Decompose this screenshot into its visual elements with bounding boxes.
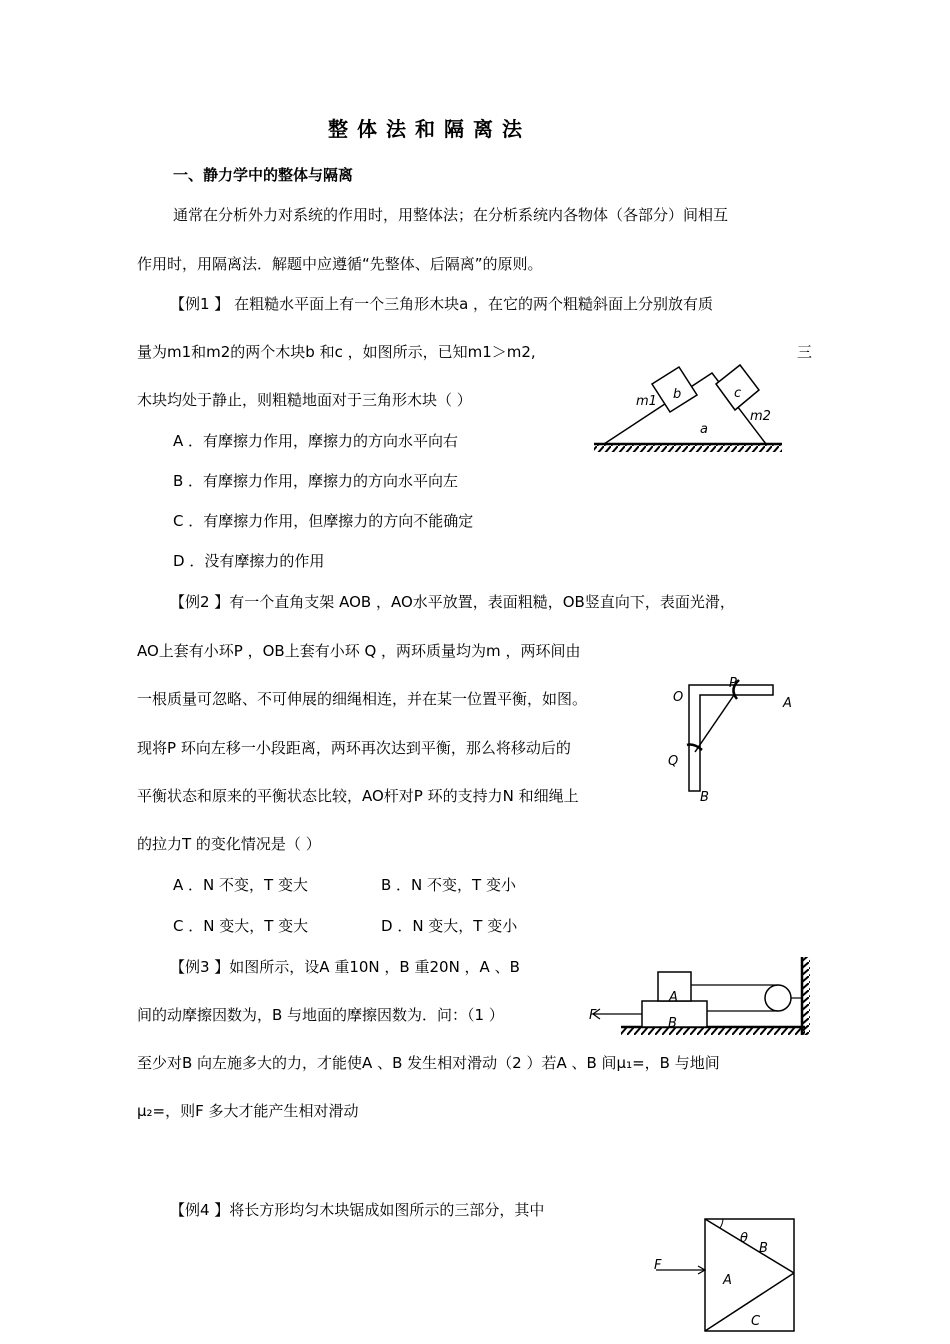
ex1-line-3: 木块均处于静止，则粗糙地面对于三角形木块（ ） — [137, 391, 472, 409]
label-a: A — [723, 1273, 732, 1288]
label-b: B — [668, 1016, 677, 1031]
rectangle-block — [705, 1219, 794, 1331]
label-f: F — [654, 1258, 662, 1273]
ex1-option-d: D ．没有摩擦力的作用 — [173, 552, 325, 570]
ex2-bracket-figure — [665, 675, 800, 810]
ex2-option-d: D ．N 变大，T 变小 — [381, 917, 518, 935]
ex4-line-1: 【例4 】将长方形均匀木块锯成如图所示的三部分，其中 — [170, 1201, 545, 1219]
label-a: A — [783, 696, 792, 711]
ex3-line-4: μ₂=，则F 多大才能产生相对滑动 — [137, 1102, 359, 1120]
rope — [695, 695, 734, 752]
page-title: 整体法和隔离法 — [328, 117, 531, 141]
pulley — [765, 985, 791, 1011]
ex3-line-3: 至少对B 向左施多大的力，才能使A 、B 发生相对滑动（2 ）若A 、B 间μ₁=，B 与地间 — [137, 1054, 720, 1072]
label-m2: m2 — [750, 409, 771, 424]
label-p: P — [729, 676, 737, 691]
intro-line-1: 通常在分析外力对系统的作用时，用整体法；在分析系统内各物体（各部分）间相互 — [173, 206, 729, 224]
ex2-line-1: 【例2 】有一个直角支架 AOB ，AO水平放置，表面粗糙，OB竖直向下，表面光滑， — [170, 593, 735, 611]
intro-line-2: 作用时，用隔离法．解题中应遵循“先整体、后隔离”的原则。 — [137, 255, 543, 273]
ex1-triangle-figure — [590, 358, 785, 458]
ex4-block-figure — [650, 1213, 800, 1338]
label-c: c — [734, 386, 742, 401]
label-b: B — [700, 790, 709, 805]
ex3-line-2: 间的动摩擦因数为，B 与地面的摩擦因数为．问：（1 ） — [137, 1006, 504, 1024]
ex1-option-c: C ．有摩擦力作用，但摩擦力的方向不能确定 — [173, 512, 474, 530]
ex2-option-c: C ．N 变大，T 变大 — [173, 917, 309, 935]
label-m1: m1 — [636, 394, 657, 409]
label-b: b — [673, 387, 682, 402]
ex2-option-a: A ．N 不变，T 变大 — [173, 876, 308, 894]
label-a: a — [700, 422, 708, 437]
ex1-option-b: B ．有摩擦力作用，摩擦力的方向水平向左 — [173, 472, 459, 490]
label-c: C — [751, 1314, 761, 1329]
ex3-pulley-figure — [585, 955, 815, 1040]
label-theta: θ — [740, 1231, 748, 1246]
ex2-line-2: AO上套有小环P ，OB上套有小环 Q ，两环质量均为m ，两环间由 — [137, 642, 581, 660]
section-heading: 一、静力学中的整体与隔离 — [173, 166, 354, 184]
ex2-line-3: 一根质量可忽略、不可伸展的细绳相连，并在某一位置平衡，如图。 — [137, 690, 588, 708]
ex1-line-2: 量为m1和m2的两个木块b 和c ，如图所示，已知m1＞m2, — [137, 343, 536, 361]
angle-arc — [720, 1219, 723, 1228]
label-q: Q — [668, 754, 679, 769]
label-a: A — [669, 990, 678, 1005]
ex2-line-5: 平衡状态和原来的平衡状态比较，AO杆对P 环的支持力N 和细绳上 — [137, 787, 579, 805]
cut-lower — [705, 1273, 794, 1331]
label-o: O — [673, 690, 684, 705]
ex1-line-1: 【例1 】 在粗糙水平面上有一个三角形木块a ，在它的两个粗糙斜面上分别放有质 — [170, 295, 714, 313]
ex3-line-1: 【例3 】如图所示，设A 重10N ，B 重20N ，A 、B — [170, 958, 520, 976]
label-f: F — [589, 1008, 597, 1023]
ex1-line-2-tail: 三 — [797, 343, 813, 361]
label-b: B — [759, 1241, 768, 1256]
bracket-aob — [689, 685, 773, 791]
ex2-line-4: 现将P 环向左移一小段距离，两环再次达到平衡，那么将移动后的 — [137, 739, 571, 757]
ex2-option-b: B ．N 不变，T 变小 — [381, 876, 516, 894]
cut-upper — [705, 1219, 794, 1273]
ex2-line-6: 的拉力T 的变化情况是（ ） — [137, 835, 321, 853]
ex1-option-a: A ．有摩擦力作用，摩擦力的方向水平向右 — [173, 432, 459, 450]
